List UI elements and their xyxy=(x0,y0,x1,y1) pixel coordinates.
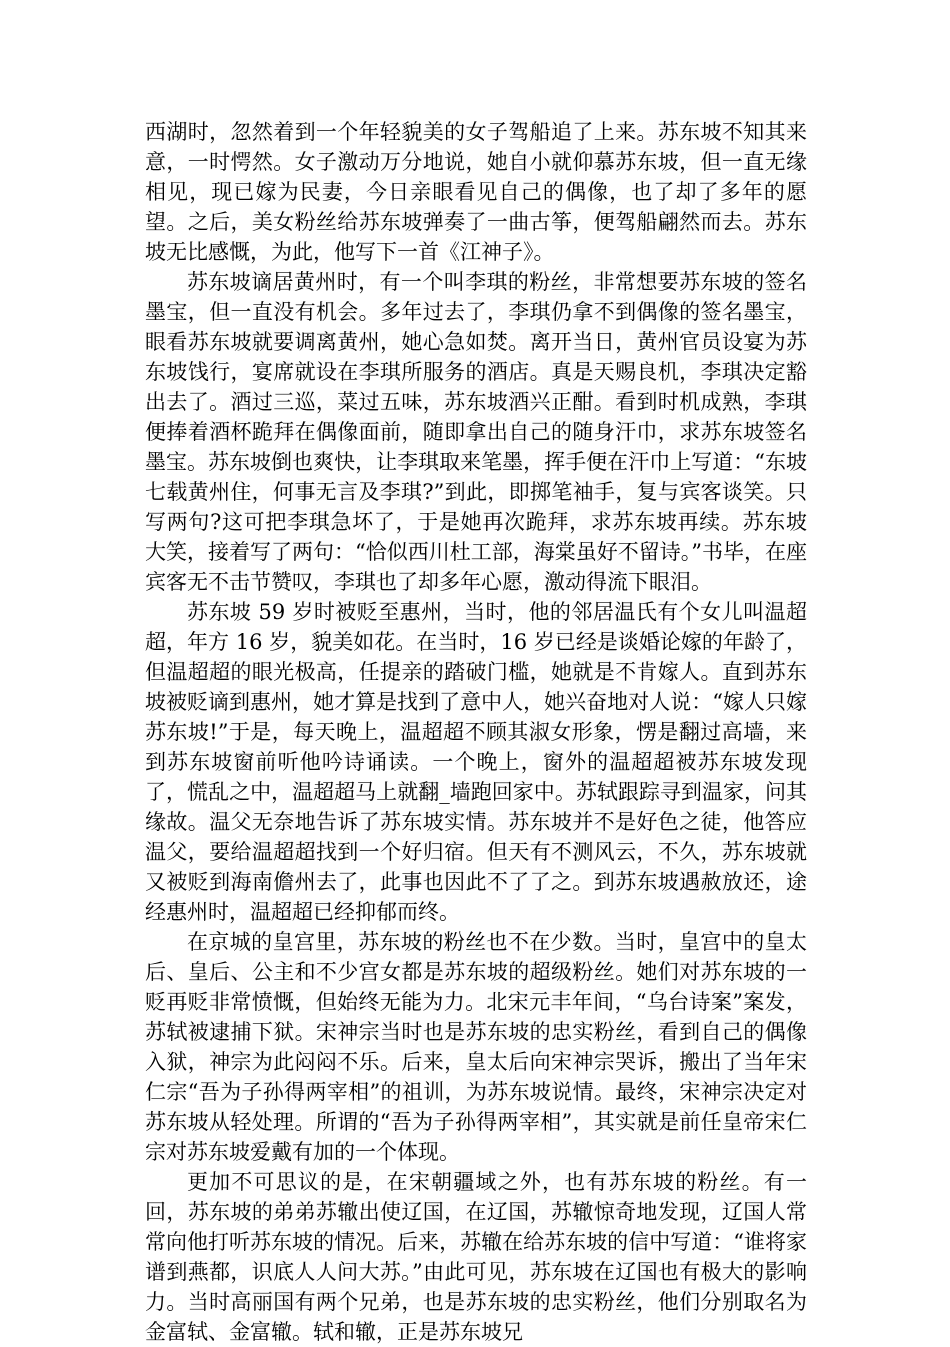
paragraph-1: 西湖时，忽然着到一个年轻貌美的女子驾船追了上来。苏东坡不知其来意，一时愕然。女子激动万分地说，她自小就仰慕苏东坡，但一直无缘相见，现已嫁为民妻，今日亲眼看见自己的偶像，也了却了多年的愿望。之后，美女粉丝给苏东坡弹奏了一曲古筝，便驾船翩然而去。苏东坡无比感慨，为此，他写下一首《江神子》。 xyxy=(145,120,807,264)
paragraph-4: 在京城的皇宫里，苏东坡的粉丝也不在少数。当时，皇宫中的皇太后、皇后、公主和不少宫女都是苏东坡的超级粉丝。她们对苏东坡的一贬再贬非常愤慨，但始终无能为力。北宋元丰年间，“乌台诗案”案发，苏轼被逮捕下狱。宋神宗当时也是苏东坡的忠实粉丝，看到自己的偶像入狱，神宗为此闷闷不乐。后来，皇太后向宋神宗哭诉，搬出了当年宋仁宗“吾为子孙得两宰相”的祖训，为苏东坡说情。最终，宋神宗决定对苏东坡从轻处理。所谓的“吾为子孙得两宰相”，其实就是前任皇帝宋仁宗对苏东坡爱戴有加的一个体现。 xyxy=(145,930,807,1164)
paragraph-5: 更加不可思议的是，在宋朝疆域之外，也有苏东坡的粉丝。有一回，苏东坡的弟弟苏辙出使辽国，在辽国，苏辙惊奇地发现，辽国人常常向他打听苏东坡的情况。后来，苏辙在给苏东坡的信中写道：“谁将家谱到燕都，识底人人问大苏。”由此可见，苏东坡在辽国也有极大的影响力。当时高丽国有两个兄弟，也是苏东坡的忠实粉丝，他们分别取名为金富轼、金富辙。轼和辙，正是苏东坡兄 xyxy=(145,1170,807,1344)
paragraph-2: 苏东坡谪居黄州时，有一个叫李琪的粉丝，非常想要苏东坡的签名墨宝，但一直没有机会。多年过去了，李琪仍拿不到偶像的签名墨宝，眼看苏东坡就要调离黄州，她心急如焚。离开当日，黄州官员设宴为苏东坡饯行，宴席就设在李琪所服务的酒店。真是天赐良机，李琪决定豁出去了。酒过三巡，菜过五味，苏东坡酒兴正酣。看到时机成熟，李琪便捧着酒杯跪拜在偶像面前，随即拿出自己的随身汗巾，求苏东坡签名墨宝。苏东坡倒也爽快，让李琪取来笔墨，挥手便在汗巾上写道：“东坡七载黄州住，何事无言及李琪?”到此，即掷笔袖手，复与宾客谈笑。只写两句?这可把李琪急坏了，于是她再次跪拜，求苏东坡再续。苏东坡大笑，接着写了两句：“恰似西川杜工部，海棠虽好不留诗。”书毕，在座宾客无不击节赞叹，李琪也了却多年心愿，激动得流下眼泪。 xyxy=(145,270,807,594)
paragraph-3: 苏东坡 59 岁时被贬至惠州，当时，他的邻居温氏有个女儿叫温超超，年方 16 岁，貌美如花。在当时，16 岁已经是谈婚论嫁的年龄了，但温超超的眼光极高，任提亲的踏破门槛，她就是不肯嫁人。直到苏东坡被贬谪到惠州，她才算是找到了意中人，她兴奋地对人说：“嫁人只嫁苏东坡!”于是，每天晚上，温超超不顾其淑女形象，愣是翻过高墙，来到苏东坡窗前听他吟诗诵读。一个晚上，窗外的温超超被苏东坡发现了，慌乱之中，温超超马上就翻_墙跑回家中。苏轼跟踪寻到温家，问其缘故。温父无奈地告诉了苏东坡实情。苏东坡并不是好色之徒，他答应温父，要给温超超找到一个好归宿。但天有不测风云，不久，苏东坡就又被贬到海南儋州去了，此事也因此不了了之。到苏东坡遇赦放还，途经惠州时，温超超已经抑郁而终。 xyxy=(145,600,807,924)
document-page xyxy=(145,117,807,1347)
